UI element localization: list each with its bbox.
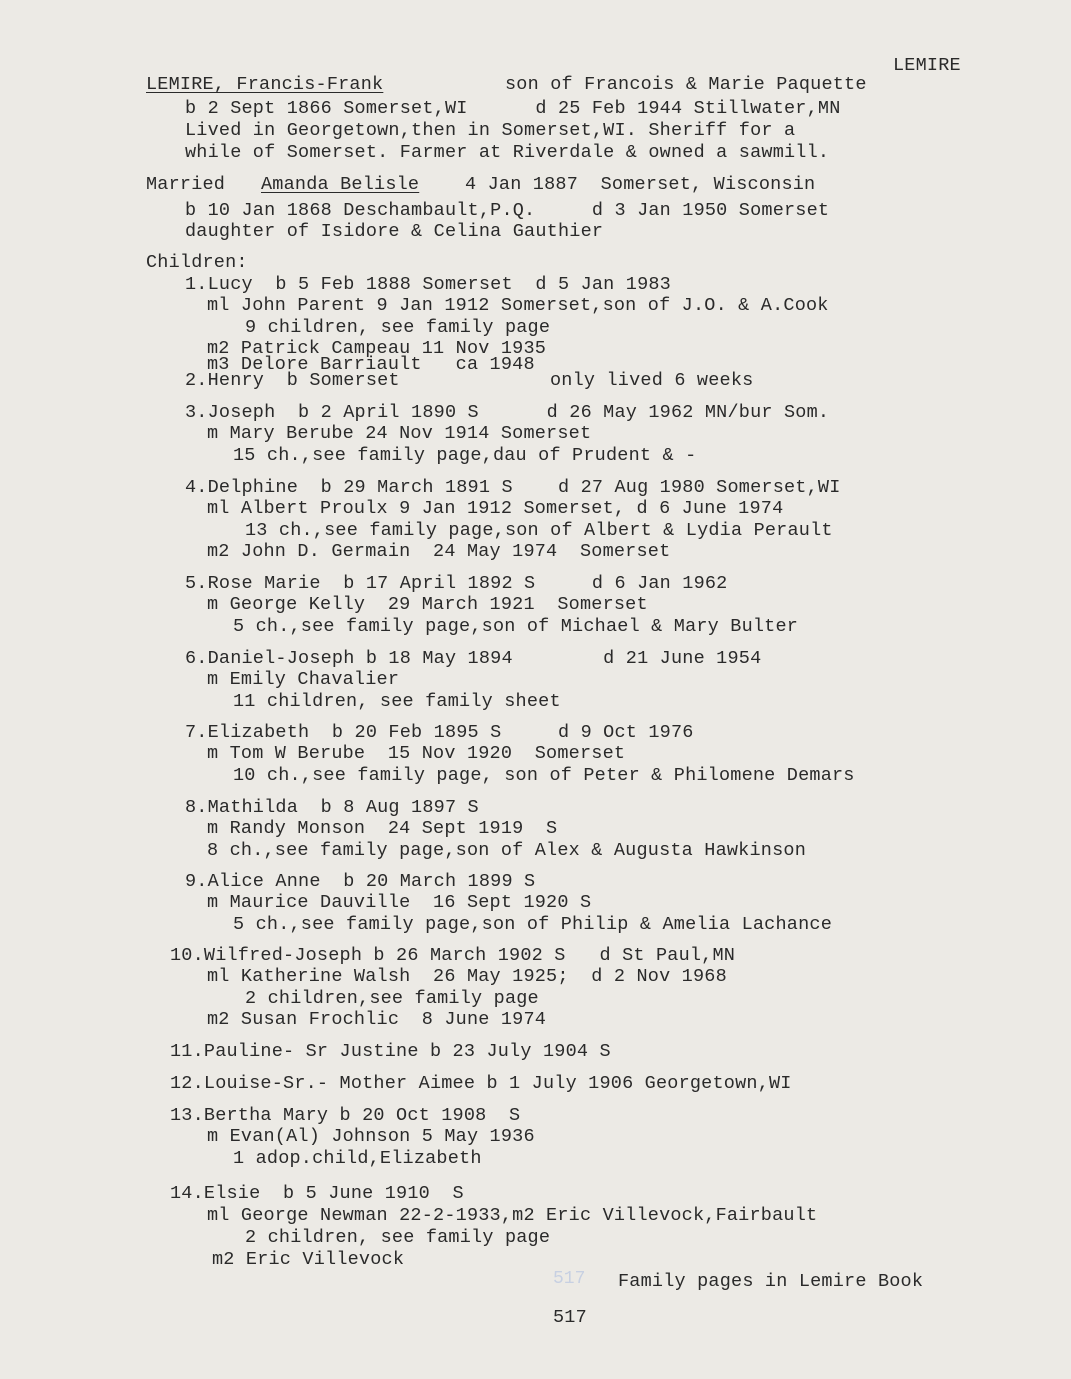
child-11-line: 11.Pauline- Sr Justine b 23 July 1904 S [170,1041,611,1062]
child-10-line: 10.Wilfred-Joseph b 26 March 1902 S d St Paul,MN [170,945,736,966]
child-9-line: m Maurice Dauville 16 Sept 1920 S [207,892,592,913]
child-4-line: 4.Delphine b 29 March 1891 S d 27 Aug 1980 Somerset,WI [185,477,841,498]
children-header: Children: [146,252,248,273]
child-1-line: m2 Patrick Campeau 11 Nov 1935 [207,338,547,359]
child-2-line: 2.Henry b Somerset [185,370,400,391]
child-1-line: m3 Delore Barriault ca 1948 [207,354,535,375]
child-10-line: m2 Susan Frochlic 8 June 1974 [207,1009,547,1030]
subject-bio-line1: Lived in Georgetown,then in Somerset,WI. Sheriff for a [185,120,796,141]
child-9-line: 5 ch.,see family page,son of Philip & Amelia Lachance [233,914,832,935]
child-8-line: m Randy Monson 24 Sept 1919 S [207,818,558,839]
child-5-line: m George Kelly 29 March 1921 Somerset [207,594,648,615]
child-7-line: m Tom W Berube 15 Nov 1920 Somerset [207,743,626,764]
spouse-parents: daughter of Isidore & Celina Gauthier [185,221,604,242]
child-13-line: 1 adop.child,Elizabeth [233,1148,482,1169]
child-1-line: ml John Parent 9 Jan 1912 Somerset,son of J.O. & A.Cook [207,295,829,316]
child-5-line: 5.Rose Marie b 17 April 1892 S d 6 Jan 1962 [185,573,728,594]
child-14-line: ml George Newman 22-2-1933,m2 Eric Villevock,Fairbault [207,1205,818,1226]
child-10-line: 2 children,see family page [245,988,539,1009]
child-5-line: 5 ch.,see family page,son of Michael & Mary Bulter [233,616,799,637]
child-14-line: m2 Eric Villevock [212,1249,405,1270]
child-14-line: 2 children, see family page [245,1227,551,1248]
child-8-line: 8 ch.,see family page,son of Alex & Augusta Hawkinson [207,840,806,861]
child-13-line: m Evan(Al) Johnson 5 May 1936 [207,1126,535,1147]
child-9-line: 9.Alice Anne b 20 March 1899 S [185,871,536,892]
child-4-line: ml Albert Proulx 9 Jan 1912 Somerset, d 6 June 1974 [207,498,784,519]
child-7-line: 7.Elizabeth b 20 Feb 1895 S d 9 Oct 1976 [185,722,694,743]
faint-stamp-number: 517 [553,1269,586,1289]
child-6-line: 11 children, see family sheet [233,691,561,712]
child-13-line: 13.Bertha Mary b 20 Oct 1908 S [170,1105,521,1126]
subject-name: LEMIRE, Francis-Frank [146,74,384,95]
child-7-line: 10 ch.,see family page, son of Peter & Philomene Demars [233,765,855,786]
child-4-line: 13 ch.,see family page,son of Albert & Lydia Perault [245,520,833,541]
child-1-line: 9 children, see family page [245,317,551,338]
subject-bio-line2: while of Somerset. Farmer at Riverdale & owned a sawmill. [185,142,830,163]
child-14-line: 14.Elsie b 5 June 1910 S [170,1183,464,1204]
child-2-line: only lived 6 weeks [550,370,754,391]
child-6-line: 6.Daniel-Joseph b 18 May 1894 d 21 June 1954 [185,648,762,669]
child-12-line: 12.Louise-Sr.- Mother Aimee b 1 July 1906 Georgetown,WI [170,1073,792,1094]
spouse-vitals: b 10 Jan 1868 Deschambault,P.Q. d 3 Jan 1950 Somerset [185,200,830,221]
child-1-line: 1.Lucy b 5 Feb 1888 Somerset d 5 Jan 1983 [185,274,671,295]
subject-vitals: b 2 Sept 1866 Somerset,WI d 25 Feb 1944 Stillwater,MN [185,98,841,119]
child-3-line: m Mary Berube 24 Nov 1914 Somerset [207,423,592,444]
child-6-line: m Emily Chavalier [207,669,400,690]
footer-note: Family pages in Lemire Book [618,1271,924,1292]
page-number: 517 [553,1307,587,1328]
spouse-name: Amanda Belisle [261,174,420,195]
child-10-line: ml Katherine Walsh 26 May 1925; d 2 Nov 1968 [207,966,727,987]
child-3-line: 15 ch.,see family page,dau of Prudent & - [233,445,697,466]
surname-tag: LEMIRE [893,55,961,76]
child-8-line: 8.Mathilda b 8 Aug 1897 S [185,797,479,818]
marriage-details: 4 Jan 1887 Somerset, Wisconsin [465,174,816,195]
marriage-label: Married [146,174,226,195]
child-3-line: 3.Joseph b 2 April 1890 S d 26 May 1962 MN/bur Som. [185,402,830,423]
child-4-line: m2 John D. Germain 24 May 1974 Somerset [207,541,671,562]
subject-parents: son of Francois & Marie Paquette [505,74,867,95]
